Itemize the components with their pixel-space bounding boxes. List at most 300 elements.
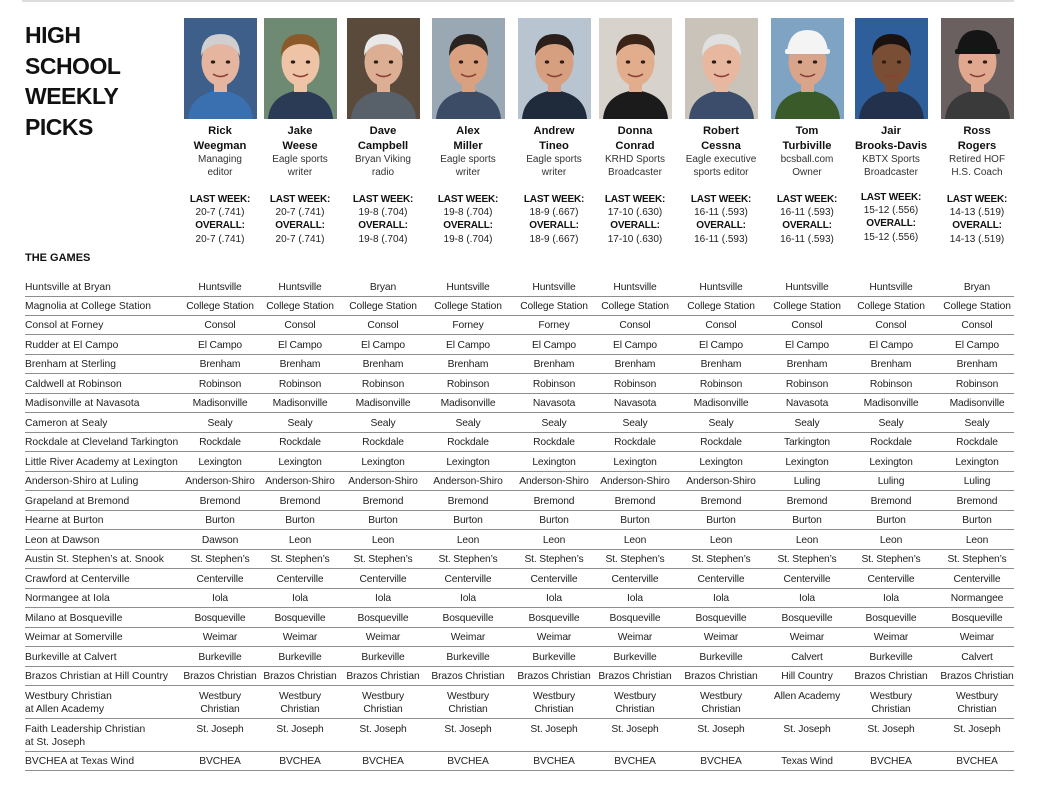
pick-text: Anderson-Shiro (600, 476, 670, 487)
pick-text: Lexington (361, 457, 405, 468)
pick-cell (592, 553, 678, 566)
pick-cell (934, 723, 1020, 736)
pick-cell (764, 612, 850, 625)
pick-cell (340, 378, 426, 391)
pick-text: Leon (623, 535, 647, 546)
pick-cell (764, 534, 850, 547)
game-matchup (25, 592, 185, 605)
pick-cell (678, 417, 764, 430)
pick-text: Westbury (361, 691, 405, 702)
pick-cell (511, 495, 597, 508)
game-row (25, 378, 1014, 394)
pick-text: El Campo (954, 340, 999, 351)
pick-cell (177, 495, 263, 508)
pick-text: Luling (793, 476, 821, 487)
game-row (25, 573, 1014, 589)
picker-last-name: Rogers (957, 139, 997, 152)
pick-cell (425, 358, 511, 371)
pick-cell (678, 690, 764, 716)
pick-cell (177, 397, 263, 410)
pick-cell (848, 475, 934, 488)
pick-text: Brazos Christian (684, 671, 758, 682)
pick-text: Robinson (699, 379, 743, 390)
title-line: HIGH (25, 22, 81, 48)
pick-cell (592, 755, 678, 768)
pick-text: Huntsville (446, 282, 490, 293)
pick-cell (764, 475, 850, 488)
pick-text: Centerville (783, 574, 831, 585)
picker-headshot (685, 18, 758, 119)
headshot-photo (347, 18, 420, 119)
game-row (25, 495, 1014, 511)
pick-cell (934, 300, 1020, 313)
pick-cell (592, 475, 678, 488)
pick-cell (511, 319, 597, 332)
game-row (25, 723, 1014, 752)
pick-cell (592, 358, 678, 371)
pick-cell (592, 592, 678, 605)
pick-text: BVCHEA (700, 756, 742, 767)
game-row (25, 397, 1014, 413)
pick-cell (511, 723, 597, 736)
pick-cell (425, 319, 511, 332)
pick-cell (425, 631, 511, 644)
pick-text: El Campo (612, 340, 657, 351)
pick-text: El Campo (197, 340, 242, 351)
pick-text: Madisonville (272, 398, 328, 409)
pick-cell (934, 495, 1020, 508)
pick-cell (340, 612, 426, 625)
pick-cell (257, 755, 343, 768)
picker-role-line: sports editor (693, 167, 749, 178)
pick-cell (848, 612, 934, 625)
pick-cell (934, 319, 1020, 332)
pick-text: Iola (545, 593, 562, 604)
pick-text: Bryan (369, 282, 397, 293)
pick-text: Lexington (198, 457, 242, 468)
picker-role-line: Eagle sports (526, 154, 582, 165)
pick-text: Lexington (699, 457, 743, 468)
pick-cell (511, 358, 597, 371)
pick-cell (257, 378, 343, 391)
pick-text: Brenham (362, 359, 404, 370)
pick-cell (425, 339, 511, 352)
pick-text: Burton (205, 515, 235, 526)
game-row (25, 300, 1014, 316)
pick-cell (177, 300, 263, 313)
pick-cell (425, 475, 511, 488)
pick-cell (257, 339, 343, 352)
pick-text: Bosqueville (357, 613, 409, 624)
game-matchup (25, 281, 185, 294)
overall-record: 18-9 (.667) (529, 233, 579, 245)
pick-cell (848, 723, 934, 736)
pick-text: St. Joseph (867, 724, 915, 735)
matchup-line: BVCHEA at Texas Wind (25, 756, 135, 767)
pick-text: Calvert (791, 652, 823, 663)
pick-cell (592, 514, 678, 527)
game-matchup (25, 378, 185, 391)
pick-cell (848, 378, 934, 391)
pick-cell (340, 417, 426, 430)
pick-cell (678, 436, 764, 449)
picker-role-line: Broadcaster (608, 167, 662, 178)
pick-text: Bremond (870, 496, 912, 507)
game-matchup (25, 573, 185, 586)
picker-role-line: H.S. Coach (951, 167, 1003, 178)
overall-record: 15-12 (.556) (863, 231, 919, 243)
game-matchup (25, 436, 185, 449)
pick-text: Brazos Christian (598, 671, 672, 682)
pick-cell (592, 319, 678, 332)
pick-cell (848, 690, 934, 716)
picker-role-line: radio (371, 167, 395, 178)
pick-text: Bremond (447, 496, 489, 507)
matchup-line: at St. Joseph (25, 737, 86, 748)
pick-cell (340, 495, 426, 508)
pick-text: Centerville (867, 574, 915, 585)
pick-text: El Campo (277, 340, 322, 351)
overall-label: OVERALL: (195, 220, 245, 232)
picker-last-name: Campbell (357, 139, 409, 152)
picker-panel (258, 18, 342, 179)
pick-text: Navasota (785, 398, 829, 409)
pick-cell (764, 319, 850, 332)
picker-first-name: Alex (456, 125, 480, 137)
pick-text: Bosqueville (528, 613, 580, 624)
matchup-line: at Allen Academy (25, 704, 104, 715)
pick-cell (764, 514, 850, 527)
headshot-photo (184, 18, 257, 119)
pick-text: Burton (706, 515, 736, 526)
pick-text: Lexington (278, 457, 322, 468)
pick-text: Christian (534, 704, 574, 715)
pick-text: Centerville (611, 574, 659, 585)
pick-cell (764, 755, 850, 768)
matchup-line: Madisonville at Navasota (25, 398, 140, 409)
pick-cell (257, 436, 343, 449)
game-row (25, 319, 1014, 335)
overall-record: 19-8 (.704) (443, 233, 493, 245)
pick-cell (592, 436, 678, 449)
pick-text: College Station (773, 301, 841, 312)
picker-headshot (432, 18, 505, 119)
pick-text: BVCHEA (447, 756, 489, 767)
pick-cell (678, 300, 764, 313)
pick-text: Iola (626, 593, 643, 604)
pick-cell (592, 690, 678, 716)
pick-text: Sealy (541, 418, 567, 429)
pick-cell (764, 651, 850, 664)
pick-text: College Station (266, 301, 334, 312)
pick-text: Sealy (794, 418, 820, 429)
pick-text: St. Stephen’s (777, 554, 837, 565)
pick-cell (511, 631, 597, 644)
pick-text: BVCHEA (362, 756, 404, 767)
pick-text: Bosqueville (609, 613, 661, 624)
pick-text: Madisonville (355, 398, 411, 409)
game-matchup (25, 670, 185, 683)
pick-text: Bosqueville (695, 613, 747, 624)
pick-text: Tarkington (783, 437, 830, 448)
pick-cell (592, 378, 678, 391)
pick-text: St. Joseph (444, 724, 492, 735)
pick-cell (764, 495, 850, 508)
pick-text: Centerville (276, 574, 324, 585)
pick-text: Centerville (953, 574, 1001, 585)
pick-cell (511, 300, 597, 313)
picker-record (849, 191, 933, 244)
pick-cell (764, 378, 850, 391)
pick-text: Weimar (202, 632, 238, 643)
pick-cell (511, 436, 597, 449)
game-matchup (25, 339, 185, 352)
picker-record (426, 193, 510, 246)
pick-cell (848, 358, 934, 371)
last-week-record: 19-8 (.704) (358, 207, 408, 219)
pick-text: Christian (200, 704, 240, 715)
pick-text: Burkeville (699, 652, 743, 663)
game-row (25, 436, 1014, 452)
picker-last-name: Miller (453, 139, 483, 152)
pick-text: Huntsville (869, 282, 913, 293)
pick-text: Weimar (536, 632, 572, 643)
pick-text: Lexington (446, 457, 490, 468)
pick-text: St. Stephen’s (270, 554, 330, 565)
game-matchup (25, 612, 185, 625)
pick-cell (177, 281, 263, 294)
pick-text: College Station (943, 301, 1011, 312)
pick-cell (764, 456, 850, 469)
pick-cell (340, 723, 426, 736)
picker-record (258, 193, 342, 246)
pick-cell (678, 456, 764, 469)
pick-text: Rockdale (956, 437, 998, 448)
game-row (25, 417, 1014, 433)
pick-text: St. Stephen’s (190, 554, 250, 565)
picker-role-line: writer (455, 167, 481, 178)
pick-cell (764, 592, 850, 605)
pick-cell (678, 358, 764, 371)
pick-cell (678, 592, 764, 605)
pick-text: St. Stephen’s (438, 554, 498, 565)
pick-text: Calvert (961, 652, 993, 663)
pick-cell (764, 397, 850, 410)
pick-text: Brenham (447, 359, 489, 370)
pick-text: Bosqueville (442, 613, 494, 624)
pick-text: Brazos Christian (346, 671, 420, 682)
pick-text: Robinson (446, 379, 490, 390)
pick-text: Robinson (278, 379, 322, 390)
pick-cell (425, 300, 511, 313)
headshot-photo (685, 18, 758, 119)
headshot-photo (941, 18, 1014, 119)
pick-text: Normangee (950, 593, 1004, 604)
pick-text: Weimar (282, 632, 318, 643)
pick-cell (511, 456, 597, 469)
pick-text: Brazos Christian (263, 671, 337, 682)
pick-text: Forney (452, 320, 484, 331)
pick-cell (177, 436, 263, 449)
pick-text: El Campo (531, 340, 576, 351)
pick-cell (848, 456, 934, 469)
pick-cell (592, 534, 678, 547)
pick-cell (257, 670, 343, 683)
pick-cell (425, 456, 511, 469)
pick-cell (511, 339, 597, 352)
picker-headshot (771, 18, 844, 119)
game-matchup (25, 631, 185, 644)
overall-record: 16-11 (.593) (780, 233, 834, 245)
pick-text: Burkeville (532, 652, 576, 663)
pick-cell (177, 573, 263, 586)
pick-cell (678, 319, 764, 332)
picker-first-name: Donna (617, 125, 653, 137)
pick-cell (425, 534, 511, 547)
pick-cell (764, 339, 850, 352)
pick-cell (257, 300, 343, 313)
pick-text: BVCHEA (533, 756, 575, 767)
picker-last-name: Weegman (193, 139, 247, 152)
pick-cell (511, 281, 597, 294)
game-row (25, 631, 1014, 647)
pick-text: Anderson-Shiro (686, 476, 756, 487)
picker-record (341, 193, 425, 246)
pick-text: Navasota (613, 398, 657, 409)
last-week-label: LAST WEEK: (352, 194, 414, 205)
pick-cell (934, 755, 1020, 768)
game-row (25, 670, 1014, 686)
pick-cell (934, 514, 1020, 527)
pick-text: St. Joseph (530, 724, 578, 735)
pick-cell (425, 514, 511, 527)
pick-cell (425, 651, 511, 664)
pick-text: St. Stephen’s (605, 554, 665, 565)
pick-cell (257, 612, 343, 625)
picker-role-line: KRHD Sports (604, 154, 665, 165)
pick-cell (177, 319, 263, 332)
pick-text: Rockdale (870, 437, 912, 448)
pick-text: Madisonville (949, 398, 1005, 409)
pick-cell (177, 612, 263, 625)
pick-cell (257, 592, 343, 605)
pick-text: Madisonville (693, 398, 749, 409)
pick-text: College Station (520, 301, 588, 312)
picker-last-name: Conrad (615, 139, 655, 152)
pick-cell (340, 475, 426, 488)
pick-text: Bosqueville (865, 613, 917, 624)
pick-cell (425, 553, 511, 566)
pick-text: St. Joseph (276, 724, 324, 735)
last-week-label: LAST WEEK: (690, 194, 752, 205)
matchup-line: Magnolia at College Station (25, 301, 151, 312)
pick-text: St. Joseph (783, 724, 831, 735)
pick-cell (678, 397, 764, 410)
pick-cell (934, 417, 1020, 430)
pick-text: Sealy (207, 418, 233, 429)
pick-text: Burkeville (613, 652, 657, 663)
pick-text: Allen Academy (773, 691, 841, 702)
picker-last-name: Tineo (539, 139, 569, 152)
last-week-record: 16-11 (.593) (780, 207, 834, 219)
pick-cell (177, 723, 263, 736)
pick-text: Burkeville (198, 652, 242, 663)
pick-text: Brenham (199, 359, 241, 370)
pick-cell (511, 475, 597, 488)
games-section-label: THE GAMES (25, 252, 91, 264)
pick-text: Luling (963, 476, 991, 487)
pick-cell (177, 592, 263, 605)
matchup-line: Anderson-Shiro at Luling (25, 476, 139, 487)
pick-cell (934, 358, 1020, 371)
pick-text: St. Joseph (196, 724, 244, 735)
pick-text: St. Joseph (953, 724, 1001, 735)
game-matchup (25, 534, 185, 547)
pick-text: Consol (791, 320, 823, 331)
picker-first-name: Jake (287, 125, 313, 137)
last-week-record: 16-11 (.593) (694, 207, 748, 219)
last-week-record: 15-12 (.556) (863, 205, 919, 217)
pick-text: Brenham (870, 359, 912, 370)
pick-cell (511, 553, 597, 566)
pick-cell (425, 495, 511, 508)
pick-text: El Campo (360, 340, 405, 351)
pick-text: Centerville (697, 574, 745, 585)
pick-text: Brazos Christian (183, 671, 257, 682)
game-row (25, 534, 1014, 550)
pick-text: Rockdale (447, 437, 489, 448)
pick-cell (177, 534, 263, 547)
pick-text: Burton (285, 515, 315, 526)
last-week-record: 14-13 (.519) (949, 207, 1005, 219)
pick-text: Leon (795, 535, 819, 546)
matchup-line: Little River Academy at Lexington (25, 457, 178, 468)
pick-text: Westbury (613, 691, 657, 702)
picker-last-name: Weese (282, 139, 318, 152)
pick-text: Brenham (614, 359, 656, 370)
pick-text: El Campo (698, 340, 743, 351)
matchup-line: Austin St. Stephen’s at. Snook (25, 554, 164, 565)
pick-text: Iola (712, 593, 729, 604)
pick-text: Weimar (365, 632, 401, 643)
pick-text: Christian (871, 704, 911, 715)
pick-cell (934, 651, 1020, 664)
headshot-photo (264, 18, 337, 119)
pick-cell (592, 612, 678, 625)
pick-text: Robinson (785, 379, 829, 390)
matchup-line: Normangee at Iola (25, 593, 110, 604)
pick-cell (934, 670, 1020, 683)
pick-cell (257, 319, 343, 332)
pick-text: Burton (876, 515, 906, 526)
pick-text: Weimar (703, 632, 739, 643)
pick-text: Burkeville (869, 652, 913, 663)
overall-label: OVERALL: (610, 220, 660, 232)
pick-text: Leon (879, 535, 903, 546)
pick-text: El Campo (868, 340, 913, 351)
pick-text: Brenham (279, 359, 321, 370)
pick-text: Brenham (786, 359, 828, 370)
pick-text: Robinson (955, 379, 999, 390)
game-row (25, 755, 1014, 771)
pick-text: Bremond (362, 496, 404, 507)
pick-text: Westbury (278, 691, 322, 702)
headshot-photo (599, 18, 672, 119)
pick-text: Huntsville (278, 282, 322, 293)
pick-cell (340, 631, 426, 644)
pick-cell (934, 475, 1020, 488)
pick-cell (177, 670, 263, 683)
